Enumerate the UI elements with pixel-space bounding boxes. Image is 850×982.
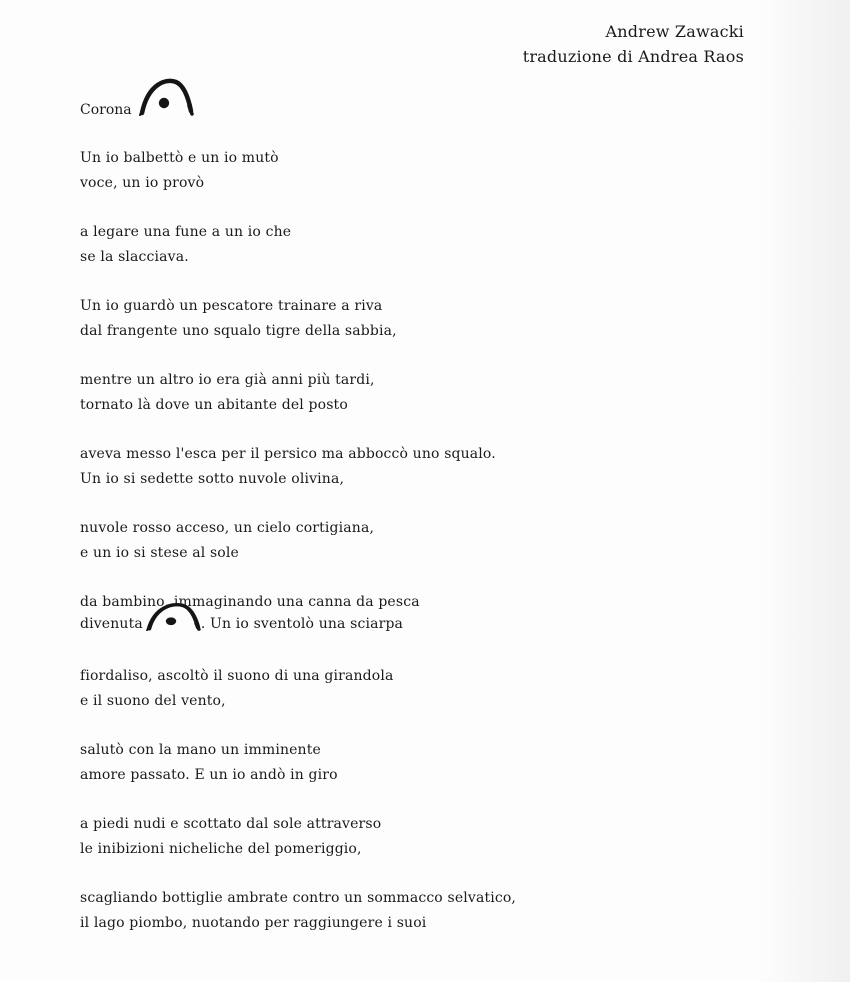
stanza	[80, 664, 516, 714]
poem-line: a legare una fune a un io che	[80, 224, 292, 240]
poem-line: nuvole rosso acceso, un cielo cortigiana,	[80, 520, 375, 536]
header	[523, 19, 744, 69]
poem-line: se la slacciava.	[80, 249, 189, 265]
poem-line-segment: divenuta	[80, 616, 143, 632]
poem-line: aveva messo l'esca per il persico ma abboccò uno squalo.	[80, 446, 496, 462]
fermata-icon	[136, 76, 194, 120]
poem-line: a piedi nudi e scottato dal sole attraverso	[80, 816, 382, 832]
poem-line: Un io guardò un pescatore trainare a riva	[80, 298, 383, 314]
stanza	[80, 812, 516, 862]
poem-line: salutò con la mano un imminente	[80, 742, 321, 758]
poem-line: le inibizioni nicheliche del pomeriggio,	[80, 841, 362, 857]
poem-title: Corona	[80, 102, 132, 118]
poem-line-segment: . Un io sventolò una sciarpa	[200, 616, 404, 632]
fermata-icon	[143, 601, 201, 640]
scan-shading	[760, 0, 850, 982]
poem-line: tornato là dove un abitante del posto	[80, 397, 348, 413]
poem-line: da bambino, immaginando una canna da pesca	[80, 594, 420, 610]
poem-line: amore passato. E un io andò in giro	[80, 767, 338, 783]
stanza	[80, 220, 516, 270]
stanza	[80, 516, 516, 566]
stanza	[80, 738, 516, 788]
poem-line: e il suono del vento,	[80, 693, 226, 709]
poem-line: dal frangente uno squalo tigre della sabbia,	[80, 323, 397, 339]
translator-credit: traduzione di Andrea Raos	[522, 47, 744, 66]
stanza	[80, 368, 516, 418]
poem-title-row	[80, 80, 194, 120]
poem-line: il lago piombo, nuotando per raggiungere i suoi	[80, 915, 427, 931]
stanza	[80, 294, 516, 344]
poem-body	[80, 146, 516, 960]
stanza	[80, 442, 516, 492]
poem-line: e un io si stese al sole	[80, 545, 239, 561]
author-name: Andrew Zawacki	[605, 22, 744, 41]
poem-line: voce, un io provò	[80, 175, 205, 191]
stanza	[80, 146, 516, 196]
poem-line: scagliando bottiglie ambrate contro un sommacco selvatico,	[80, 890, 517, 906]
stanza	[80, 590, 516, 640]
stanza	[80, 886, 516, 936]
poem-line: Un io si sedette sotto nuvole olivina,	[80, 471, 345, 487]
poem-line-with-fermata	[80, 610, 516, 640]
poem-line: mentre un altro io era già anni più tardi,	[80, 372, 375, 388]
poem-line: fiordaliso, ascoltò il suono di una girandola	[80, 668, 394, 684]
poem-line: Un io balbettò e un io mutò	[80, 150, 279, 166]
